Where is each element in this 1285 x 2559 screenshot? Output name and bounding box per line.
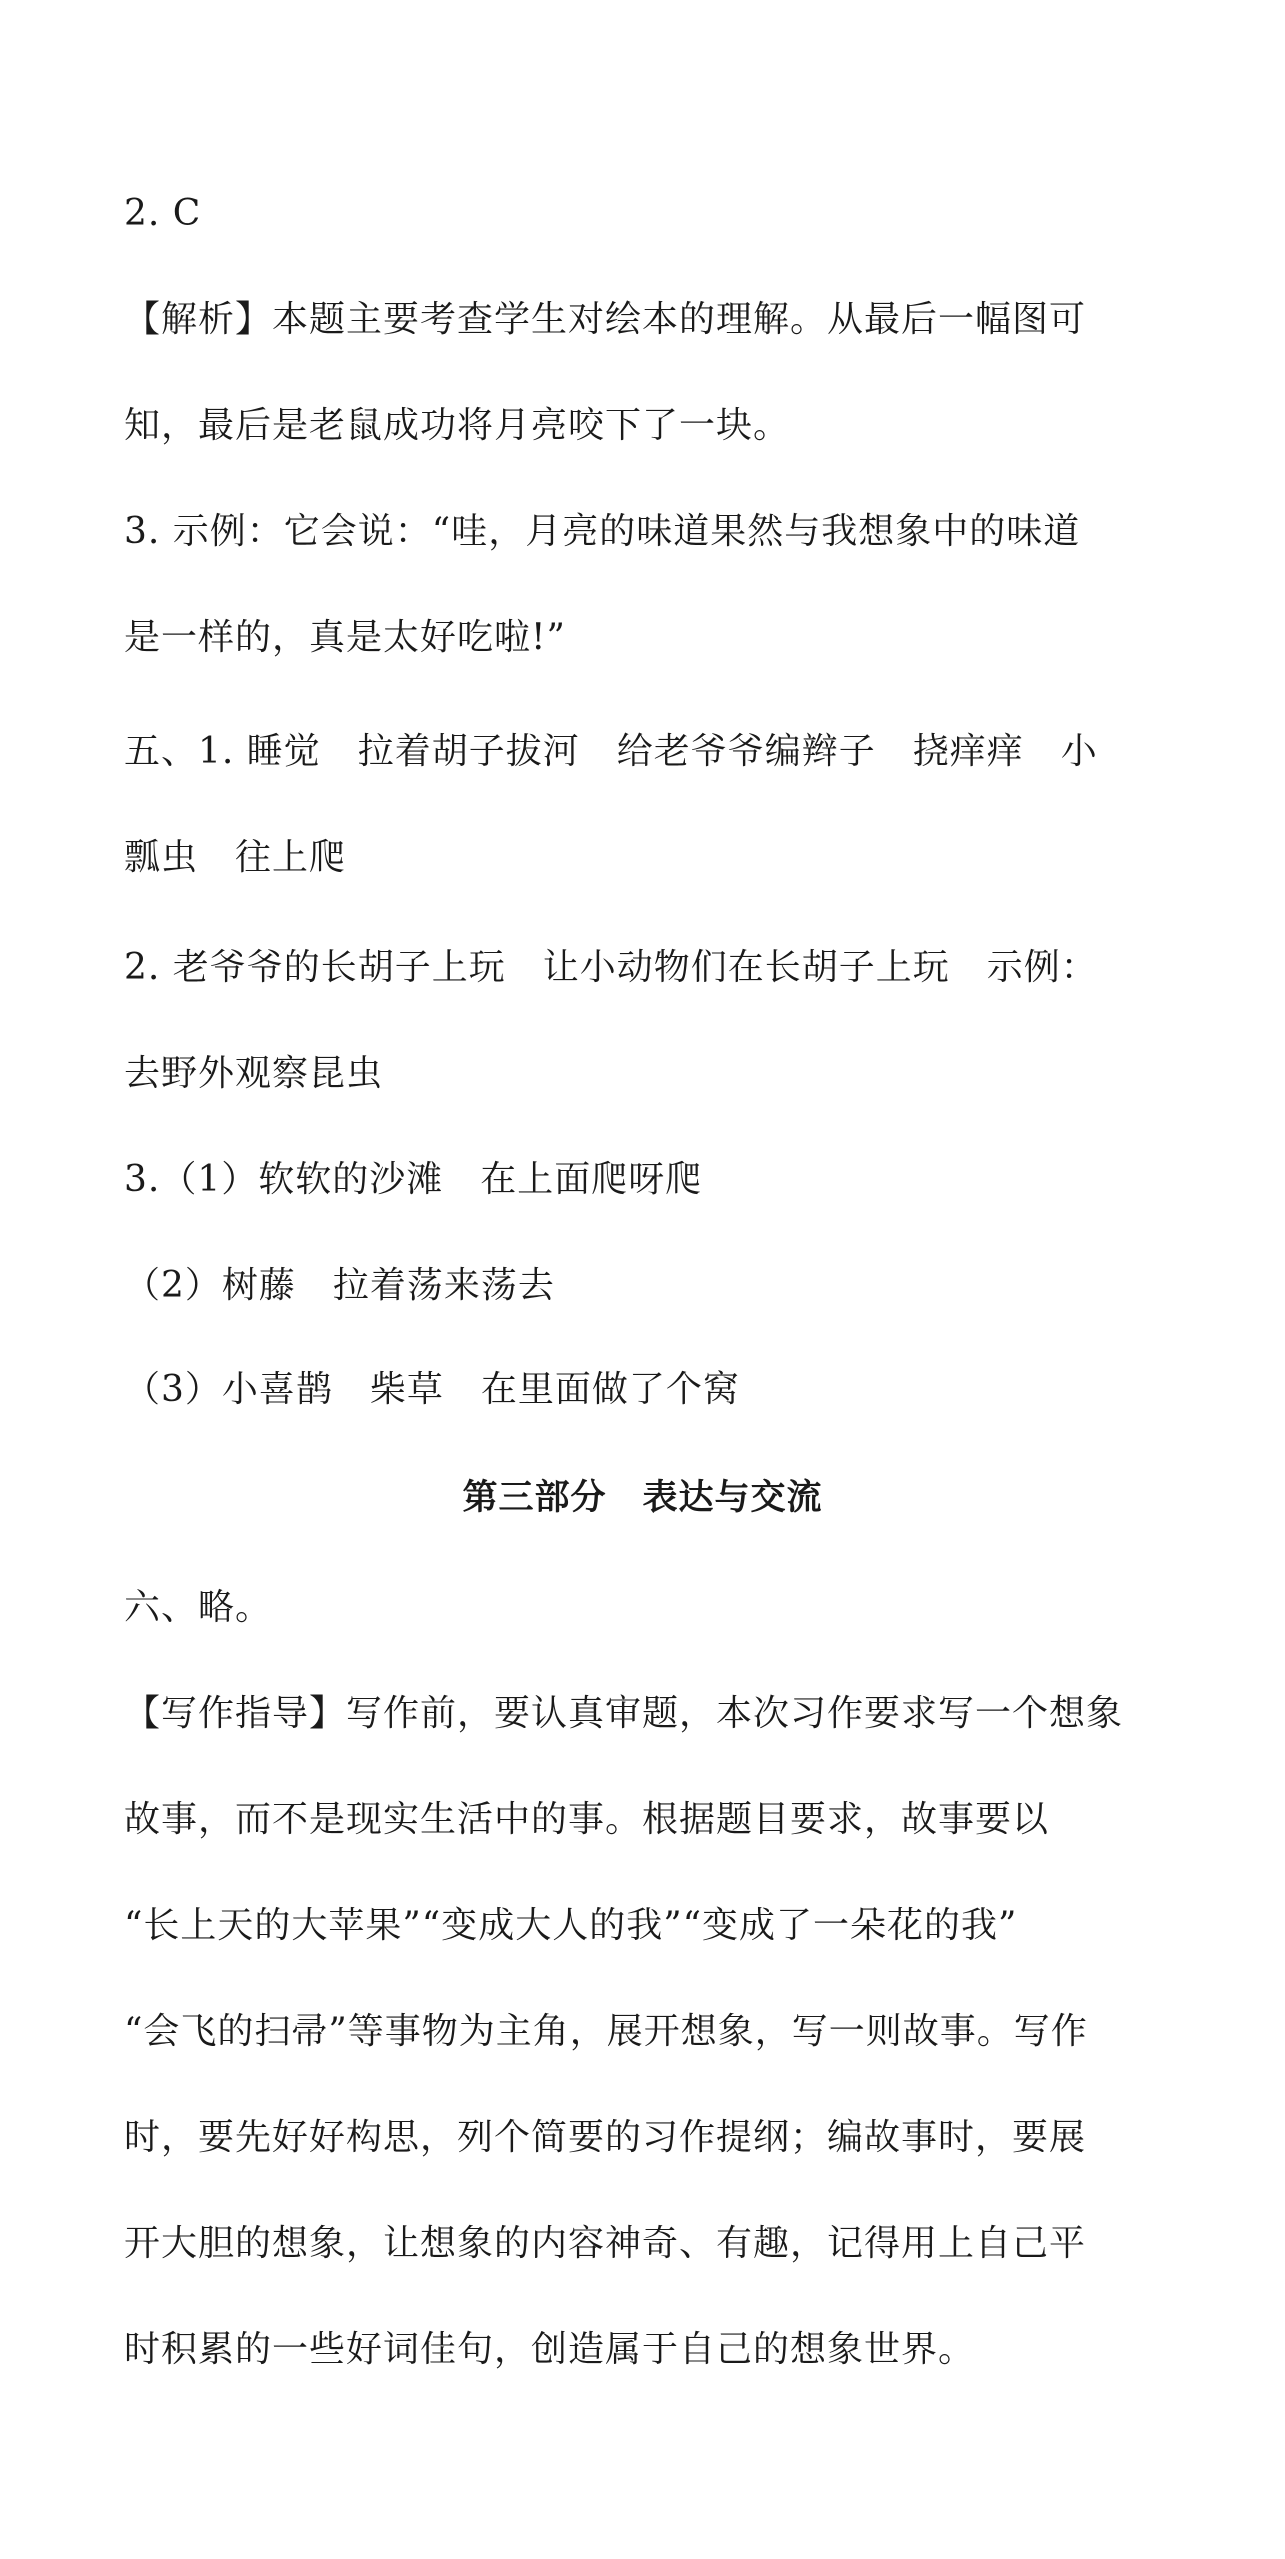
writing-guide-line-1: 【写作指导】写作前，要认真审题，本次习作要求写一个想象: [124, 1693, 1124, 1734]
writing-guide-line-3: “长上天的大苹果”“变成大人的我”“变成了一朵花的我”: [124, 1905, 1018, 1946]
section-5-q3-item-1: 3.（1）软软的沙滩 在上面爬呀爬: [124, 1159, 703, 1200]
writing-guide-line-6: 开大胆的想象，让想象的内容神奇、有趣，记得用上自己平: [124, 2223, 1087, 2264]
writing-guide-line-4: “会飞的扫帚”等事物为主角，展开想象，写一则故事。写作: [124, 2011, 1088, 2052]
section-6-line: 六、略。: [124, 1587, 273, 1628]
writing-guide-line-7: 时积累的一些好词佳句，创造属于自己的想象世界。: [124, 2329, 976, 2370]
answer-2-line: 2. C: [124, 193, 202, 234]
analysis-line-2: 知，最后是老鼠成功将月亮咬下了一块。: [124, 405, 791, 446]
section-5-q2-line-1: 2. 老爷爷的长胡子上玩 让小动物们在长胡子上玩 示例：: [124, 947, 1098, 988]
section-heading: 第三部分 表达与交流: [462, 1478, 823, 1518]
writing-guide-line-2: 故事，而不是现实生活中的事。根据题目要求，故事要以: [124, 1799, 1050, 1840]
answer-3-line-1: 3. 示例：它会说：“哇，月亮的味道果然与我想象中的味道: [124, 511, 1081, 552]
answer-3-line-2: 是一样的，真是太好吃啦!”: [124, 617, 566, 658]
analysis-line-1: 【解析】本题主要考查学生对绘本的理解。从最后一幅图可: [124, 299, 1087, 340]
section-5-q3-item-3: （3）小喜鹊 柴草 在里面做了个窝: [124, 1369, 740, 1410]
section-5-q3-item-2: （2）树藤 拉着荡来荡去: [124, 1265, 555, 1306]
section-5-q1-line-2: 瓢虫 往上爬: [124, 837, 347, 878]
writing-guide-line-5: 时，要先好好构思，列个简要的习作提纲；编故事时，要展: [124, 2117, 1087, 2158]
section-5-q1-line-1: 五、1. 睡觉 拉着胡子拔河 给老爷爷编辫子 挠痒痒 小: [124, 731, 1098, 772]
section-5-q2-line-2: 去野外观察昆虫: [124, 1053, 384, 1094]
